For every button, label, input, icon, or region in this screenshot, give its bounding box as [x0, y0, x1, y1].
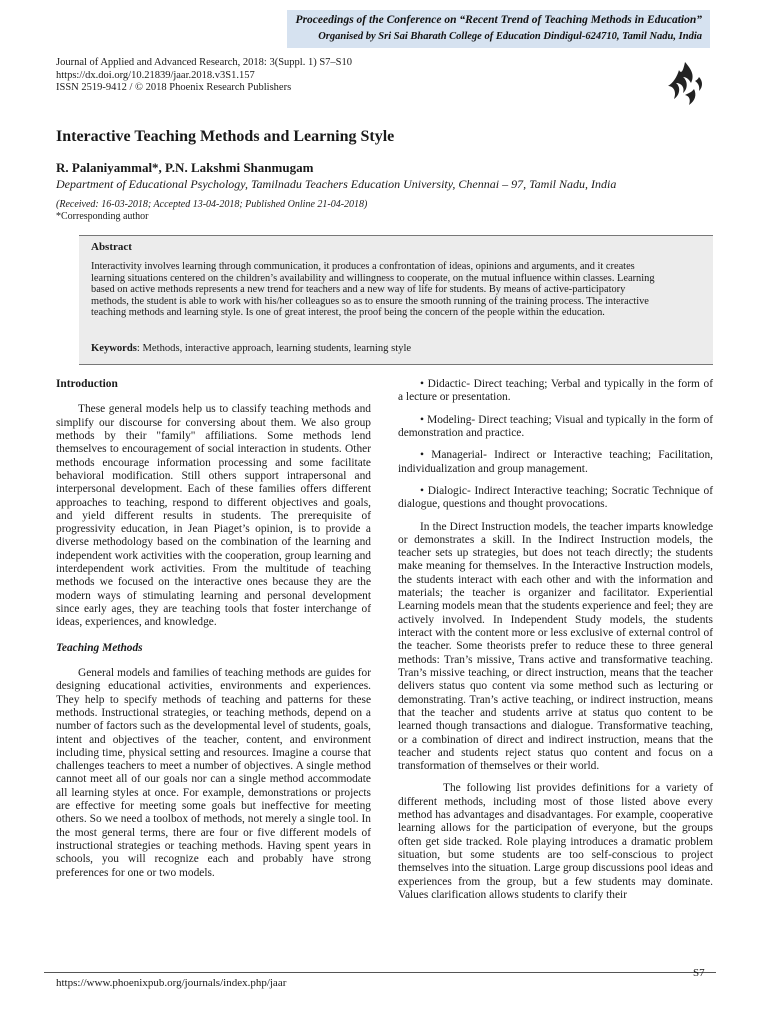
instruction-models-paragraph: In the Direct Instruction models, the teacher imparts knowledge or demonstrates a skill. In the Indirect Instruction models, the teacher sets up strategies, but does not teach directly; the students make meaning for themselves. In the Interactive Instruction models, the students interact with each other and with the information and materials; the teacher is organizer and facilitator. Experiential Learning models mean that the students experience and feel; they are actively involved. In Independent Study models, the students interact with the content more or less exclusive of external control of the teacher. Some theorists prefer to reduce these to three general methods: Tran’s missive, Trans active and transformative teaching. Tran’s missive teaching, or direct instruction, means that the teacher delivers status quo content via some method such as lecturing or demonstrating. Tran’s active teaching, or indirect instruction, means that the teacher and students arrive at status quo content to be learned though transactions and dialogue. Transformative teaching, or a combination of direct and indirect instruction, means that the teacher and students reject status quo content and focus on a transformation of themselves or their world. [398, 520, 714, 773]
abstract-heading: Abstract [91, 241, 132, 253]
article-authors: R. Palaniyammal*, P.N. Lakshmi Shanmugam [56, 160, 314, 175]
teaching-methods-heading: Teaching Methods [56, 641, 143, 654]
proceedings-title: Proceedings of the Conference on “Recent Trend of Teaching Methods in Education” [295, 14, 702, 26]
article-title: Interactive Teaching Methods and Learning Style [56, 128, 395, 145]
organiser-line: Organised by Sri Sai Bharath College of Education Dindigul-624710, Tamil Nadu, India [318, 31, 702, 42]
introduction-heading: Introduction [56, 378, 118, 390]
keywords-line [91, 343, 411, 354]
keywords-text: : Methods, interactive approach, learning students, learning style [136, 343, 412, 354]
method-bullet-dialogic: • Dialogic- Indirect Interactive teaching; Socratic Technique of dialogue, questions and thought provocations. [398, 484, 713, 511]
journal-info [56, 57, 352, 95]
abstract-box [79, 235, 713, 365]
journal-citation: Journal of Applied and Advanced Research, 2018: 3(Suppl. 1) S7–S10 [56, 57, 352, 68]
methods-list-paragraph: The following list provides definitions for a variety of different methods, including most of those listed above every method has advantages and disadvantages. For example, cooperative learning allows for the participation of everyone, but the groups often get side tracked. Role playing introduces a dramatic problem situation, but some students are too self-conscious to project themselves into the situation. Large group discussions pool ideas and experiences from the group, but a few students may dominate. Values clarification allows students to clarify their [398, 782, 713, 901]
phoenix-logo-icon [661, 59, 709, 109]
introduction-text: These general models help us to classify teaching methods and simplify our discourse for conversing about them. We also group methods by their "family" affiliations. Some methods lend themselves to encouragement of social interaction in students. Other methods encourage information processing and some facilitate behavioral modification. Still others support intrapersonal and interpersonal development. Each of these families offers different approaches to teaching, respond to different objectives and goals, and yield different results in students. The prerequisite of progressivity education, in Jean Piaget’s opinion, is to provide a diverse methodology based on the combination of the learning and independent work activities with the cooperation, group learning and interdependent work activities. From the multitude of teaching methods we focused on the interactive ones because they are the modern ways of stimulating learning and personal development since early ages, they are teaching tools that foster interchange of ideas, experiences, and knowledge. [56, 403, 371, 629]
teaching-methods-text: General models and families of teaching methods are guides for designing educational activities, environments and experiences. They help to specify methods of teaching and patterns for these methods. Instructional strategies, or teaching methods, depend on a number of factors such as the developmental level of students, goals, intent and objectives of the teacher, content, and environment including time, physical setting and resources. Imagine a course that challenges teachers to meet a number of objectives. A single method cannot meet all of our goals nor can a single method accommodate all learning styles at once. For example, demonstrations or projects are effective for meeting some goals but ineffective for meeting others. So we need a toolbox of methods, not merely a single tool. In the most general terms, there are four or five different models of instructional strategies or teaching methods. Having spent years in schools, you will recognize each and probably have strong preferences for one or two models. [56, 666, 371, 879]
keywords-label: Keywords [91, 343, 137, 354]
method-bullet-modeling: • Modeling- Direct teaching; Visual and typically in the form of demonstration and practice. [398, 413, 713, 439]
footer-divider [44, 972, 716, 973]
publication-dates: (Received: 16-03-2018; Accepted 13-04-2018; Published Online 21-04-2018) [56, 199, 368, 210]
footer-url[interactable]: https://www.phoenixpub.org/journals/index.php/jaar [56, 977, 287, 989]
abstract-text: Interactivity involves learning through communication, it produces a confrontation of ideas, opinions and arguments, and it creates learning situations centered on the children’s availability and willingness to cooperate, on the mutual influence within classes. Learning based on active methods represents a new trend for teachers and a new way of life for students. By means of active-participatory methods, the student is able to work with his/her colleagues so as to ensure the smooth running of the training process. The interactive teaching methods and learning style. Is one of great interest, the proof being the concern of the people within the education. [91, 261, 655, 319]
journal-issn: ISSN 2519-9412 / © 2018 Phoenix Research Publishers [56, 82, 292, 93]
author-affiliation: Department of Educational Psychology, Tamilnadu Teachers Education University, Chennai – 97, Tamil Nadu, India [56, 177, 617, 191]
method-bullet-managerial: • Managerial- Indirect or Interactive teaching; Facilitation, individualization and group management. [398, 449, 713, 475]
journal-doi[interactable]: https://dx.doi.org/10.21839/jaar.2018.v3S1.157 [56, 69, 255, 81]
corresponding-author-note: *Corresponding author [56, 211, 149, 222]
left-column [56, 378, 371, 880]
conference-header [287, 10, 710, 48]
right-column [398, 378, 713, 902]
method-bullet-didactic: • Didactic- Direct teaching; Verbal and typically in the form of a lecture or presentation. [398, 378, 713, 404]
page-number: S7 [693, 967, 705, 979]
